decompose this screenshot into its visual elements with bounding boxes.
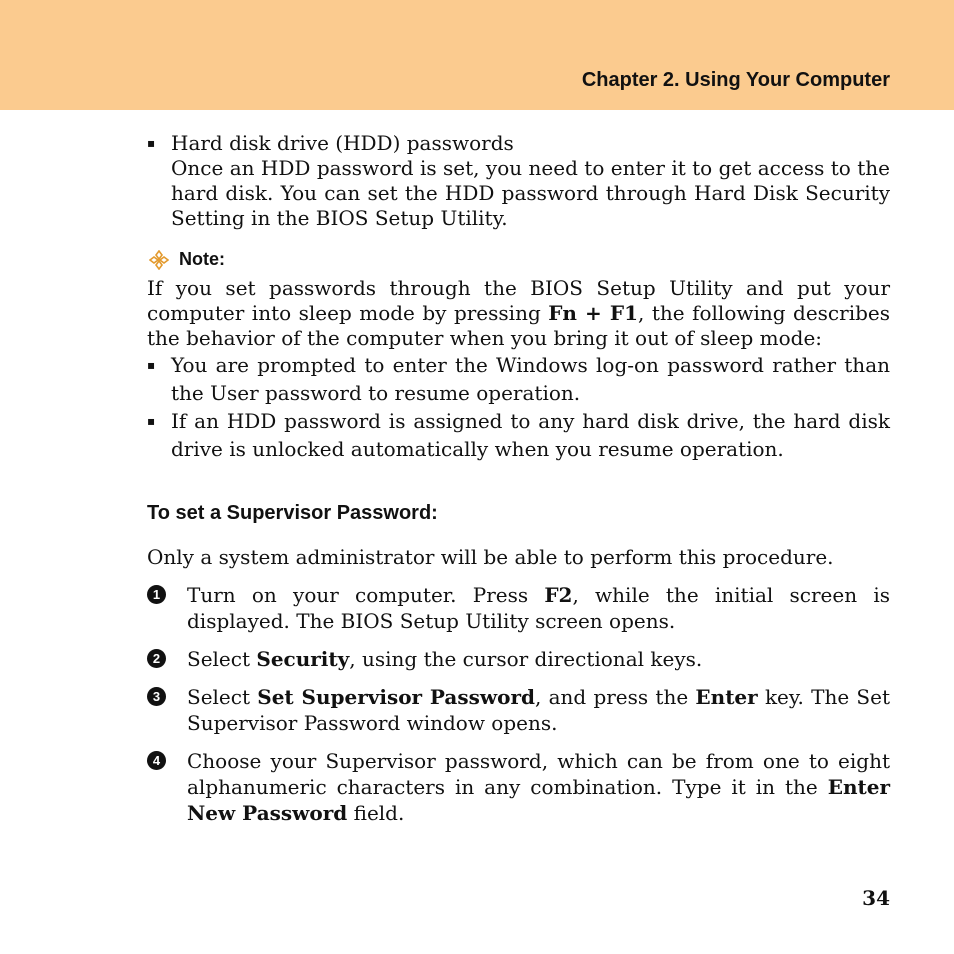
step-key: Enter [695,685,758,709]
section-heading: To set a Supervisor Password: [147,502,438,524]
chapter-header-band [0,0,954,110]
square-bullet-icon: ▪ [147,136,156,150]
hdd-item-body: Once an HDD password is set, you need to enter it to get access to the hard disk. You can set the HDD password through Hard Disk Security Setting in the BIOS Setup Utility. [171,156,890,230]
step-text: , using the cursor directional keys. [349,647,703,671]
step-2 [147,646,890,672]
section-intro: Only a system administrator will be able to perform this procedure. [147,545,834,569]
step-text: , and press the [535,685,696,709]
step-text: Turn on your computer. Press [187,583,545,607]
step-key: Set Supervisor Password [257,685,535,709]
step-text: , while the initial screen is displayed. The BIOS Setup Utility screen opens. [187,583,890,633]
chapter-title: Chapter 2. Using Your Computer [581,69,890,91]
step-key: Enter New Password [187,775,890,825]
note-bullet-text: If an HDD password is assigned to any hard disk drive, the hard disk drive is unlocked automatically when you resume operation. [171,409,890,461]
step-number-icon: 4 [147,751,166,770]
note-heading [147,247,890,272]
square-bullet-icon: ▪ [147,358,156,372]
hdd-item-title: Hard disk drive (HDD) passwords [171,131,514,155]
step-key: F2 [544,583,573,607]
step-3 [147,684,890,736]
page-number: 34 [862,886,890,910]
step-4 [147,748,890,826]
note-intro [147,276,890,351]
step-text: Select [187,647,257,671]
step-text: Choose your Supervisor password, which can be from one to eight alphanumeric characters in any combination. Type it in the [187,749,890,799]
step-1 [147,582,890,634]
note-bullet-text: You are prompted to enter the Windows log-on password rather than the User password to resume operation. [171,353,890,405]
note-bullet-item [147,407,890,463]
note-bullet-item [147,351,890,407]
step-key: Security [256,647,350,671]
step-number-icon: 1 [147,585,166,604]
step-text: key. The Set Supervisor Password window opens. [187,685,891,735]
note-heading-text: Note: [179,249,225,269]
note-intro-text-1: If you set passwords through the BIOS Setup Utility and put your computer into sleep mode by pressing [147,276,890,325]
page-content [147,131,890,826]
step-number-icon: 2 [147,649,166,668]
step-number-icon: 3 [147,687,166,706]
square-bullet-icon: ▪ [147,414,156,428]
note-bullet-list [147,351,890,463]
note-intro-key: Fn + F1 [548,301,639,325]
note-intro-text-2: , the following describes the behavior of the computer when you bring it out of sleep mode: [147,301,890,350]
step-text: Select [187,685,258,709]
four-diamond-note-icon [149,250,169,277]
step-text: field. [347,801,405,825]
hdd-password-item [147,131,890,231]
